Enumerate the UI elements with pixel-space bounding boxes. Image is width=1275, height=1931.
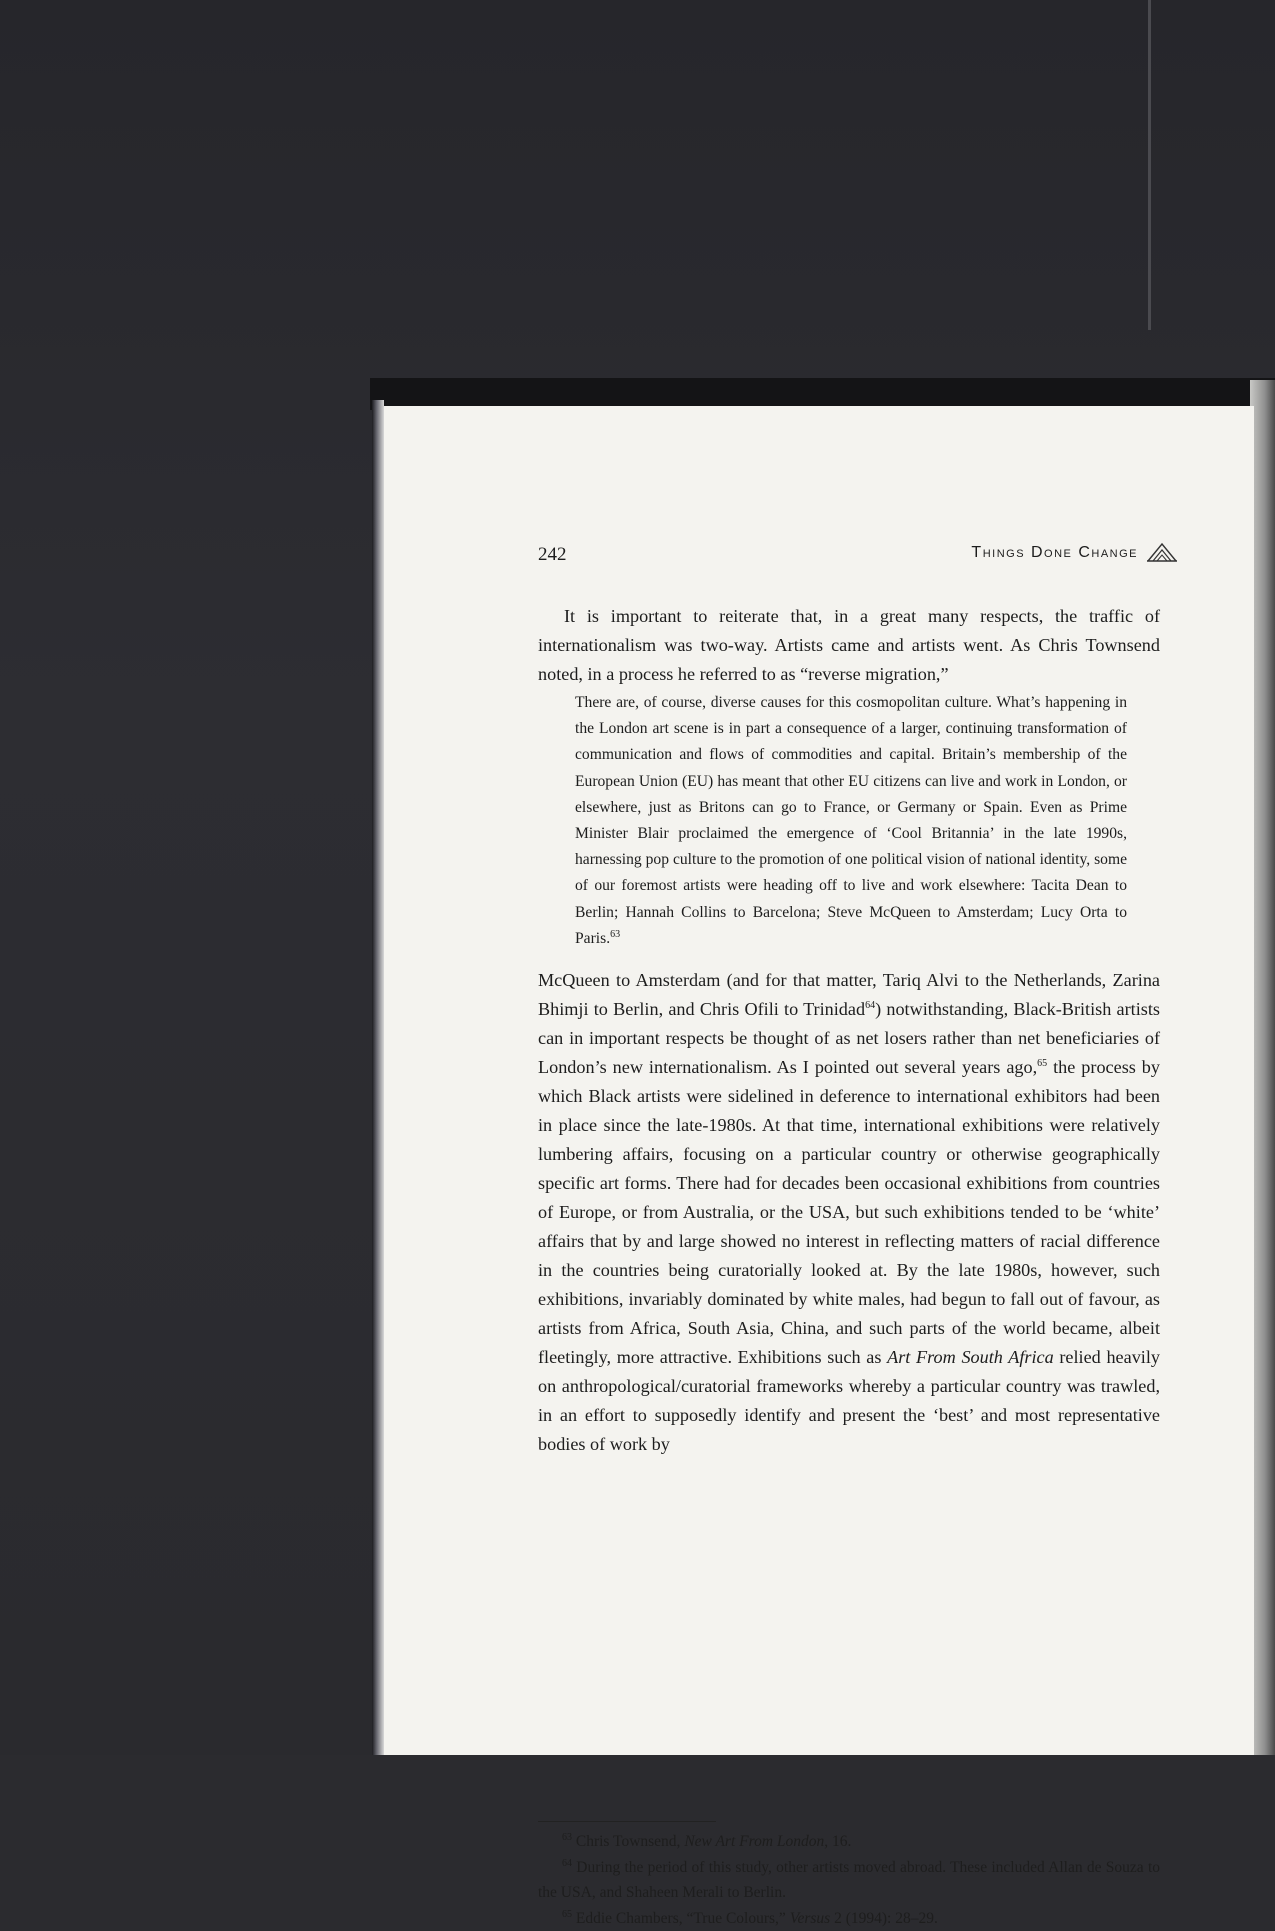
scanner-edge-line	[1148, 0, 1151, 330]
paragraph-segment: relied heavily on anthropological/curatorial frameworks whereby a particular country was trawled, in an effort to supposedly identify and present the ‘best’ and most representative bodies of work by	[538, 1347, 1160, 1454]
footnote-text: , 16.	[824, 1833, 851, 1850]
book-left-edge	[372, 400, 384, 1755]
quote-text: There are, of course, diverse causes for this cosmopolitan culture. What’s happening in the London art scene is in part a consequence of a larger, continuing transformation of communication and flows of commodities and capital. Britain’s membership of the European Union (EU) has meant that other EU citizens can live and work in London, or elsewhere, just as Britons can go to France, or Germany or Spain. Even as Prime Minister Blair proclaimed the emergence of ‘Cool Britannia’ in the late 1990s, harnessing pop culture to the promotion of one political vision of national identity, some of our foremost artists were heading off to live and work elsewhere: Tacita Dean to Berlin; Hannah Collins to Barcelona; Steve McQueen to Amsterdam; Lucy Orta to Paris.	[575, 694, 1127, 947]
footnote-text: 2 (1994): 28–29.	[830, 1910, 938, 1927]
running-title: Things Done Change	[971, 544, 1138, 562]
paragraph-main	[538, 966, 1160, 1459]
footnotes	[538, 1829, 1160, 1931]
footnote-ref-65: 65	[1037, 1058, 1047, 1069]
running-head	[538, 544, 1178, 570]
footnote-text: During the period of this study, other artists moved abroad. These included Allan de Souza to the USA, and Shaheen Merali to Berlin.	[538, 1859, 1160, 1902]
footnote-64	[538, 1855, 1160, 1906]
footnote-title: Versus	[790, 1910, 830, 1927]
mountain-ornament-icon	[1146, 541, 1178, 563]
exhibition-title: Art From South Africa	[887, 1347, 1054, 1367]
footnote-ref-63: 63	[610, 929, 620, 940]
footnote-number: 63	[562, 1832, 572, 1843]
footnote-65	[538, 1906, 1160, 1931]
paragraph-segment: McQueen to Amsterdam (and for that matter, Tariq Alvi to the Netherlands, Zarina Bhimji to Berlin, and Chris Ofili to Trinidad	[538, 970, 1160, 1019]
paragraph-text	[538, 966, 1160, 1459]
footnote-number: 64	[562, 1857, 572, 1868]
paragraph-segment: the process by which Black artists were sidelined in deference to international exhibitors had been in place since the late-1980s. At that time, international exhibitions were relatively lumbering affairs, focusing on a particular country or otherwise geographically specific art forms. There had for decades been occasional exhibitions from countries of Europe, or from Australia, or the USA, but such exhibitions tended to be ‘white’ affairs that by and large showed no interest in reflecting matters of racial difference in the countries being curatorially looked at. By the late 1980s, however, such exhibitions, invariably dominated by white males, had begun to fall out of favour, as artists from Africa, South Asia, China, and such parts of the world became, albeit fleetingly, more attractive. Exhibitions such as	[538, 1057, 1160, 1367]
footnote-title: New Art From London	[684, 1833, 824, 1850]
paragraph-text: It is important to reiterate that, in a great many respects, the traffic of internationalism was two-way. Artists came and artists went. As Chris Townsend noted, in a process he referred to as “reverse migration,”	[538, 602, 1160, 689]
footnote-text: Chris Townsend,	[576, 1833, 684, 1850]
paragraph-intro	[538, 602, 1160, 689]
paragraph-segment: ) notwithstanding, Black-British artists can in important respects be thought of as net losers rather than net beneficiaries of London’s new internationalism. As I pointed out several years ago,	[538, 999, 1160, 1077]
block-quote	[575, 690, 1127, 952]
footnote-text: Eddie Chambers, “True Colours,”	[576, 1910, 790, 1927]
footnote-number: 65	[562, 1908, 572, 1919]
footnote-divider	[538, 1821, 716, 1822]
page-number: 242	[538, 544, 567, 566]
footnote-63	[538, 1829, 1160, 1855]
book-page	[384, 406, 1254, 1755]
footnote-ref-64: 64	[865, 1000, 875, 1011]
